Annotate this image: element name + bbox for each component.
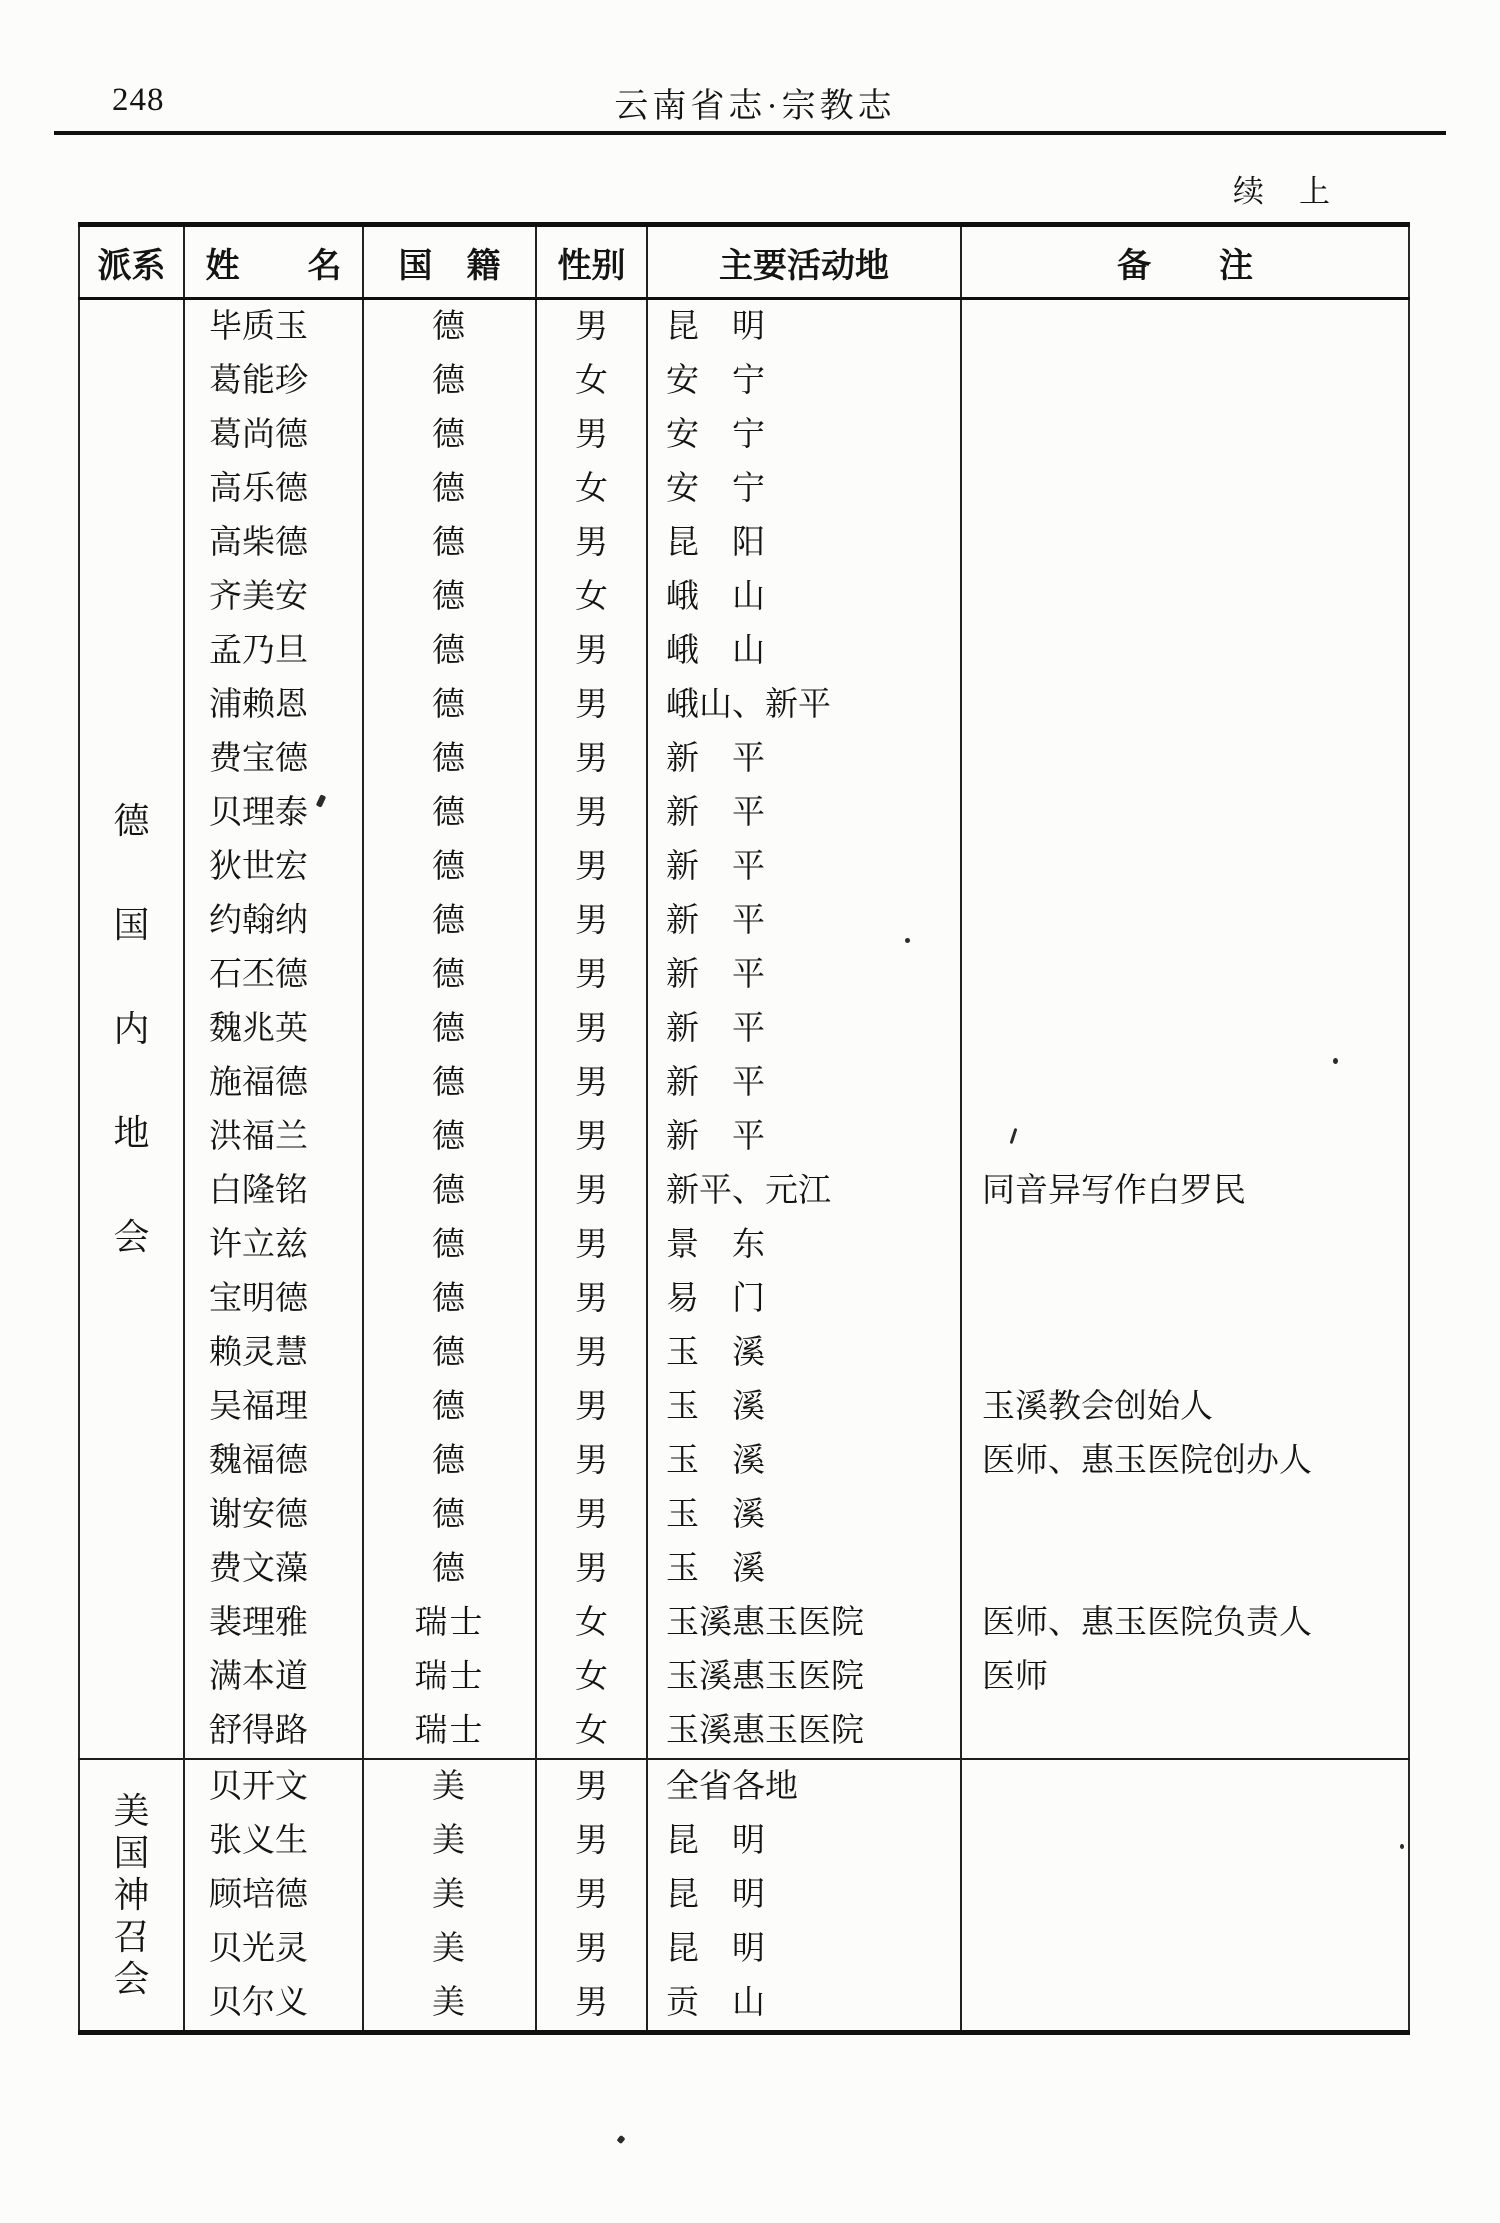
table-row xyxy=(79,462,1409,516)
nationality-cell: 德 xyxy=(363,1488,536,1542)
location-cell: 新 平 xyxy=(647,1056,961,1110)
faction-char: 召 xyxy=(113,1917,150,1957)
gender-cell: 男 xyxy=(536,516,647,570)
faction-cell xyxy=(79,299,184,1760)
table-row xyxy=(79,678,1409,732)
location-cell: 峨 山 xyxy=(647,624,961,678)
table-row xyxy=(79,1488,1409,1542)
nationality-cell: 德 xyxy=(363,299,536,355)
location-cell: 峨 山 xyxy=(647,570,961,624)
faction-vertical-label xyxy=(80,300,183,1758)
remark-cell xyxy=(961,570,1409,624)
faction-char: 会 xyxy=(113,1959,150,1999)
location-cell: 新 平 xyxy=(647,894,961,948)
page-number: 248 xyxy=(112,82,165,118)
remark-cell xyxy=(961,1002,1409,1056)
table-row xyxy=(79,786,1409,840)
table-row xyxy=(79,1704,1409,1759)
location-cell: 新 平 xyxy=(647,786,961,840)
location-cell: 玉溪惠玉医院 xyxy=(647,1596,961,1650)
name-cell: 葛尚德 xyxy=(184,408,363,462)
scan-artifact xyxy=(1400,1844,1404,1849)
nationality-cell: 美 xyxy=(363,1759,536,1814)
faction-vertical-label xyxy=(80,1760,183,2030)
gender-cell: 男 xyxy=(536,1164,647,1218)
table-row xyxy=(79,1218,1409,1272)
gender-cell: 女 xyxy=(536,1650,647,1704)
name-cell: 赖灵慧 xyxy=(184,1326,363,1380)
name-cell: 谢安德 xyxy=(184,1488,363,1542)
table-row xyxy=(79,1976,1409,2033)
remark-cell xyxy=(961,678,1409,732)
faction-char: 国 xyxy=(113,1833,150,1873)
remark-cell xyxy=(961,1922,1409,1976)
remark-cell xyxy=(961,732,1409,786)
gender-cell: 男 xyxy=(536,894,647,948)
faction-char: 地 xyxy=(113,1113,150,1153)
location-cell: 安 宁 xyxy=(647,354,961,408)
nationality-cell: 德 xyxy=(363,1434,536,1488)
table-row xyxy=(79,1434,1409,1488)
location-cell: 全省各地 xyxy=(647,1759,961,1814)
location-cell: 玉溪惠玉医院 xyxy=(647,1650,961,1704)
location-cell: 贡 山 xyxy=(647,1976,961,2033)
name-cell: 毕质玉 xyxy=(184,299,363,355)
gender-cell: 男 xyxy=(536,1218,647,1272)
gender-cell: 男 xyxy=(536,948,647,1002)
location-cell: 昆 阳 xyxy=(647,516,961,570)
table-row xyxy=(79,1164,1409,1218)
location-cell: 新 平 xyxy=(647,732,961,786)
table-row xyxy=(79,1814,1409,1868)
name-cell: 葛能珍 xyxy=(184,354,363,408)
header-rule xyxy=(54,131,1446,135)
remark-cell xyxy=(961,1704,1409,1759)
table-row xyxy=(79,1542,1409,1596)
nationality-cell: 德 xyxy=(363,1164,536,1218)
gender-cell: 女 xyxy=(536,570,647,624)
remark-cell xyxy=(961,624,1409,678)
faction-char: 会 xyxy=(113,1217,150,1257)
name-cell: 费文藻 xyxy=(184,1542,363,1596)
table-row xyxy=(79,732,1409,786)
remark-cell xyxy=(961,1218,1409,1272)
gender-cell: 男 xyxy=(536,1814,647,1868)
name-cell: 舒得路 xyxy=(184,1704,363,1759)
remark-cell xyxy=(961,1488,1409,1542)
remark-cell: 医师、惠玉医院负责人 xyxy=(982,1604,1312,1641)
nationality-cell: 美 xyxy=(363,1922,536,1976)
remark-cell xyxy=(961,299,1409,355)
table-row xyxy=(79,1326,1409,1380)
gender-cell: 女 xyxy=(536,462,647,516)
table-row xyxy=(79,1056,1409,1110)
name-cell: 张义生 xyxy=(184,1814,363,1868)
remark-cell xyxy=(961,354,1409,408)
name-cell: 孟乃旦 xyxy=(184,624,363,678)
nationality-cell: 德 xyxy=(363,462,536,516)
location-cell: 新 平 xyxy=(647,1110,961,1164)
name-cell: 白隆铭 xyxy=(184,1164,363,1218)
remark-cell xyxy=(961,1868,1409,1922)
remark-cell xyxy=(961,1976,1409,2033)
nationality-cell: 德 xyxy=(363,732,536,786)
name-cell: 裴理雅 xyxy=(184,1596,363,1650)
gender-cell: 女 xyxy=(536,354,647,408)
remark-cell xyxy=(961,894,1409,948)
nationality-cell: 德 xyxy=(363,1002,536,1056)
gender-cell: 男 xyxy=(536,1976,647,2033)
nationality-cell: 德 xyxy=(363,516,536,570)
remark-cell: 医师、惠玉医院创办人 xyxy=(982,1442,1312,1479)
table-header xyxy=(79,225,1409,299)
table-row xyxy=(79,299,1409,355)
remark-cell xyxy=(961,1326,1409,1380)
nationality-cell: 德 xyxy=(363,354,536,408)
location-cell: 新 平 xyxy=(647,840,961,894)
nationality-cell: 美 xyxy=(363,1868,536,1922)
remark-cell xyxy=(961,408,1409,462)
name-cell: 石丕德 xyxy=(184,948,363,1002)
location-cell: 易 门 xyxy=(647,1272,961,1326)
location-cell: 新平、元江 xyxy=(647,1164,961,1218)
nationality-cell: 德 xyxy=(363,1056,536,1110)
nationality-cell: 德 xyxy=(363,408,536,462)
gender-cell: 男 xyxy=(536,1002,647,1056)
gender-cell: 男 xyxy=(536,624,647,678)
gender-cell: 男 xyxy=(536,299,647,355)
name-cell: 宝明德 xyxy=(184,1272,363,1326)
name-cell: 贝理泰 xyxy=(184,786,363,840)
remark-cell xyxy=(961,516,1409,570)
location-cell: 玉 溪 xyxy=(647,1434,961,1488)
column-header-gender: 性别 xyxy=(536,225,647,299)
name-cell: 高柴德 xyxy=(184,516,363,570)
column-header-remark: 备 注 xyxy=(961,225,1409,299)
table-row xyxy=(79,354,1409,408)
remark-cell xyxy=(961,1110,1409,1164)
table-row xyxy=(79,948,1409,1002)
name-cell: 约翰纳 xyxy=(184,894,363,948)
nationality-cell: 美 xyxy=(363,1976,536,2033)
name-cell: 吴福理 xyxy=(184,1380,363,1434)
nationality-cell: 德 xyxy=(363,1326,536,1380)
location-cell: 新 平 xyxy=(647,1002,961,1056)
nationality-cell: 德 xyxy=(363,570,536,624)
name-cell: 满本道 xyxy=(184,1650,363,1704)
table-row xyxy=(79,624,1409,678)
nationality-cell: 瑞士 xyxy=(363,1704,536,1759)
name-cell: 齐美安 xyxy=(184,570,363,624)
table-row xyxy=(79,1759,1409,1814)
table-row xyxy=(79,1596,1409,1650)
nationality-cell: 德 xyxy=(363,1272,536,1326)
gender-cell: 男 xyxy=(536,732,647,786)
nationality-cell: 瑞士 xyxy=(363,1650,536,1704)
table-row xyxy=(79,894,1409,948)
nationality-cell: 德 xyxy=(363,948,536,1002)
scan-artifact xyxy=(616,2135,625,2144)
location-cell: 新 平 xyxy=(647,948,961,1002)
faction-char: 德 xyxy=(113,801,150,841)
missionaries-table xyxy=(78,222,1410,2035)
location-cell: 昆 明 xyxy=(647,1814,961,1868)
table-row xyxy=(79,1110,1409,1164)
remark-cell xyxy=(961,1056,1409,1110)
gender-cell: 男 xyxy=(536,786,647,840)
gender-cell: 男 xyxy=(536,1542,647,1596)
gender-cell: 男 xyxy=(536,408,647,462)
gender-cell: 男 xyxy=(536,678,647,732)
table-row xyxy=(79,1380,1409,1434)
column-header-location: 主要活动地 xyxy=(647,225,961,299)
name-cell: 许立兹 xyxy=(184,1218,363,1272)
name-cell: 魏兆英 xyxy=(184,1002,363,1056)
remark-cell xyxy=(961,840,1409,894)
location-cell: 峨山、新平 xyxy=(647,678,961,732)
name-cell: 费宝德 xyxy=(184,732,363,786)
table-row xyxy=(79,516,1409,570)
nationality-cell: 德 xyxy=(363,1542,536,1596)
table-row xyxy=(79,840,1409,894)
remark-cell xyxy=(961,1759,1409,1814)
gender-cell: 男 xyxy=(536,1380,647,1434)
nationality-cell: 德 xyxy=(363,624,536,678)
remark-cell xyxy=(961,1814,1409,1868)
gender-cell: 男 xyxy=(536,1110,647,1164)
name-cell: 贝尔义 xyxy=(184,1976,363,2033)
gender-cell: 男 xyxy=(536,1488,647,1542)
column-header-faction: 派系 xyxy=(79,225,184,299)
nationality-cell: 德 xyxy=(363,1380,536,1434)
gender-cell: 男 xyxy=(536,1326,647,1380)
page-title: 云南省志·宗教志 xyxy=(614,88,896,125)
table-row xyxy=(79,1922,1409,1976)
name-cell: 顾培德 xyxy=(184,1868,363,1922)
name-cell: 施福德 xyxy=(184,1056,363,1110)
location-cell: 昆 明 xyxy=(647,1868,961,1922)
faction-char: 美 xyxy=(113,1791,150,1831)
location-cell: 玉 溪 xyxy=(647,1380,961,1434)
location-cell: 玉 溪 xyxy=(647,1488,961,1542)
nationality-cell: 瑞士 xyxy=(363,1596,536,1650)
nationality-cell: 德 xyxy=(363,894,536,948)
nationality-cell: 德 xyxy=(363,1218,536,1272)
nationality-cell: 德 xyxy=(363,840,536,894)
gender-cell: 男 xyxy=(536,1922,647,1976)
nationality-cell: 德 xyxy=(363,786,536,840)
remark-cell xyxy=(961,948,1409,1002)
location-cell: 安 宁 xyxy=(647,462,961,516)
location-cell: 安 宁 xyxy=(647,408,961,462)
table-body xyxy=(79,299,1409,2033)
column-header-name: 姓 名 xyxy=(184,225,363,299)
nationality-cell: 德 xyxy=(363,1110,536,1164)
name-cell: 洪福兰 xyxy=(184,1110,363,1164)
gender-cell: 男 xyxy=(536,1434,647,1488)
name-cell: 浦赖恩 xyxy=(184,678,363,732)
table-row xyxy=(79,1002,1409,1056)
nationality-cell: 德 xyxy=(363,678,536,732)
remark-cell: 玉溪教会创始人 xyxy=(982,1388,1213,1425)
nationality-cell: 美 xyxy=(363,1814,536,1868)
remark-cell: 医师 xyxy=(982,1658,1048,1695)
gender-cell: 男 xyxy=(536,1056,647,1110)
header-row xyxy=(79,225,1409,299)
remark-cell: 同音异写作白罗民 xyxy=(982,1172,1246,1209)
gender-cell: 男 xyxy=(536,840,647,894)
gender-cell: 男 xyxy=(536,1868,647,1922)
remark-cell xyxy=(961,1272,1409,1326)
table-row xyxy=(79,570,1409,624)
table-row xyxy=(79,1650,1409,1704)
name-cell: 魏福德 xyxy=(184,1434,363,1488)
gender-cell: 女 xyxy=(536,1596,647,1650)
gender-cell: 男 xyxy=(536,1272,647,1326)
continuation-label: 续 上 xyxy=(1233,174,1332,209)
faction-cell xyxy=(79,1759,184,2033)
name-cell: 狄世宏 xyxy=(184,840,363,894)
name-cell: 贝开文 xyxy=(184,1759,363,1814)
table-row xyxy=(79,1868,1409,1922)
remark-cell xyxy=(961,1542,1409,1596)
location-cell: 昆 明 xyxy=(647,1922,961,1976)
location-cell: 玉 溪 xyxy=(647,1542,961,1596)
location-cell: 昆 明 xyxy=(647,299,961,355)
name-cell: 高乐德 xyxy=(184,462,363,516)
faction-char: 内 xyxy=(113,1009,150,1049)
location-cell: 景 东 xyxy=(647,1218,961,1272)
gender-cell: 男 xyxy=(536,1759,647,1814)
location-cell: 玉溪惠玉医院 xyxy=(647,1704,961,1759)
table-row xyxy=(79,408,1409,462)
column-header-nationality: 国 籍 xyxy=(363,225,536,299)
remark-cell xyxy=(961,786,1409,840)
table-row xyxy=(79,1272,1409,1326)
location-cell: 玉 溪 xyxy=(647,1326,961,1380)
scan-artifact xyxy=(905,938,910,943)
scan-artifact xyxy=(1333,1058,1338,1064)
faction-char: 神 xyxy=(113,1875,150,1915)
remark-cell xyxy=(961,462,1409,516)
faction-char: 国 xyxy=(113,905,150,945)
name-cell: 贝光灵 xyxy=(184,1922,363,1976)
gender-cell: 女 xyxy=(536,1704,647,1759)
